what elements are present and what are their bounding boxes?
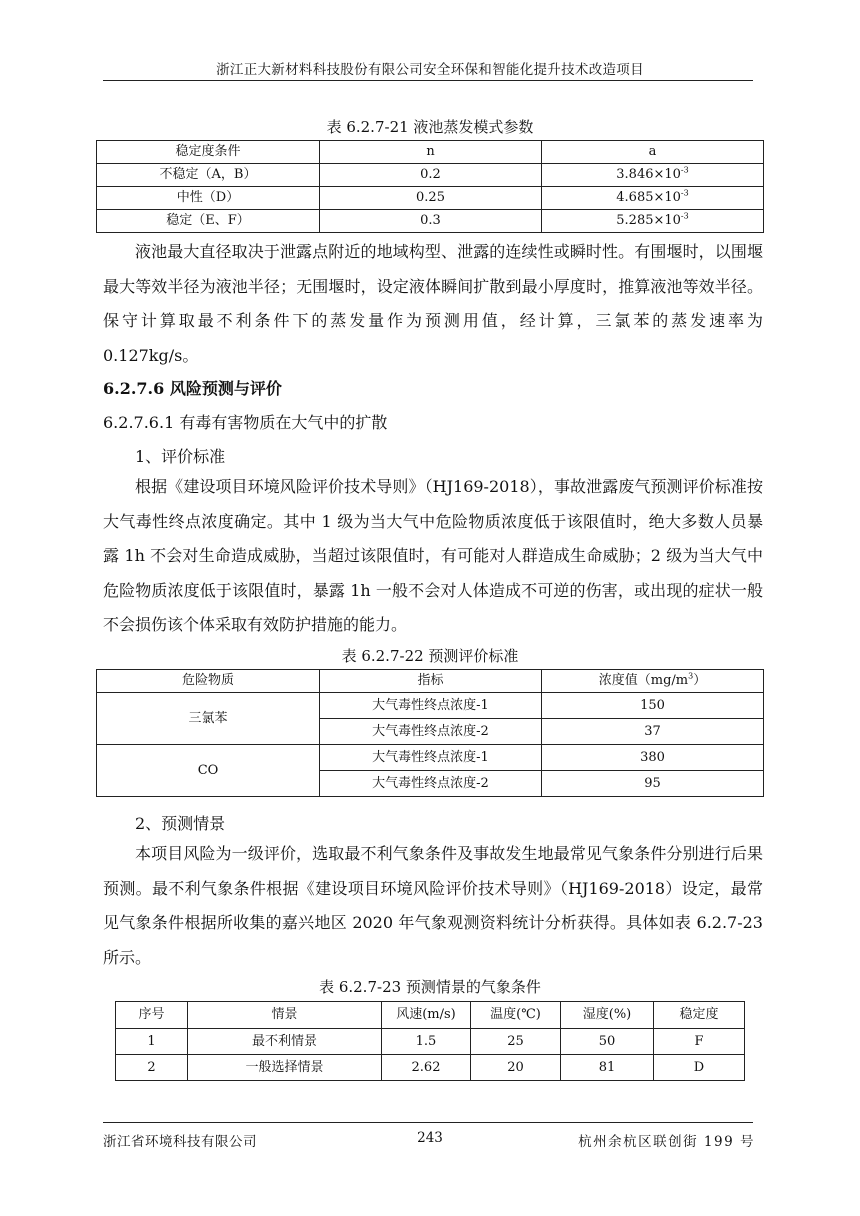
header-cell: n — [320, 141, 542, 164]
paragraph-prediction-scenario: 本项目风险为一级评价，选取最不利气象条件及事故发生地最常见气象条件分别进行后果预测。最不利气象条件根据《建设项目环境风险评价技术导则》（HJ169-2018）设定，最常见气象条件根据所收集的嘉兴地区 2020 年气象观测资料统计分析获得。具体如表 6.2.7-23 所示。 — [103, 844, 763, 967]
header-cell: 温度(℃) — [471, 1002, 561, 1029]
table22-caption: 表 6.2.7-22 预测评价标准 — [341, 647, 519, 665]
evaporation-params-table — [96, 140, 764, 233]
table-header-row — [97, 141, 764, 164]
table-cell — [542, 164, 764, 187]
table-cell: 380 — [542, 745, 764, 771]
table-cell: 25 — [471, 1029, 561, 1055]
weather-conditions-table — [115, 1001, 745, 1081]
conc-header-suffix: ） — [693, 673, 707, 688]
footer-address: 杭州余杭区联创街 199 号 — [578, 1134, 755, 1150]
table-cell: D — [654, 1055, 745, 1081]
table-header-row — [97, 670, 764, 693]
header-cell: 风速(m/s) — [382, 1002, 471, 1029]
conc-header-prefix: 浓度值（mg/m — [598, 673, 689, 688]
table-cell — [542, 210, 764, 233]
table-cell: 50 — [561, 1029, 654, 1055]
table-cell — [542, 187, 764, 210]
item-title-criteria: 1、评价标准 — [135, 447, 226, 466]
coef-base: 3.846×10 — [616, 167, 681, 182]
coef-exponent: -3 — [680, 165, 689, 175]
table-cell: 一般选择情景 — [188, 1055, 382, 1081]
substance-cell: 三氯苯 — [97, 693, 320, 745]
table-cell: 大气毒性终点浓度-1 — [320, 693, 542, 719]
item-title-scenario: 2、预测情景 — [135, 814, 226, 833]
footer-divider — [103, 1122, 753, 1123]
prediction-criteria-table — [96, 669, 764, 797]
header-cell: a — [542, 141, 764, 164]
table-row — [97, 693, 764, 719]
header-cell — [542, 670, 764, 693]
table-cell: 0.2 — [320, 164, 542, 187]
table23-caption: 表 6.2.7-23 预测情景的气象条件 — [319, 978, 541, 996]
table-cell: 最不利情景 — [188, 1029, 382, 1055]
table-cell: 0.25 — [320, 187, 542, 210]
table21-caption: 表 6.2.7-21 液池蒸发模式参数 — [326, 118, 534, 136]
table-cell: 2 — [116, 1055, 188, 1081]
table-cell: 大气毒性终点浓度-2 — [320, 771, 542, 797]
table-cell: F — [654, 1029, 745, 1055]
table-header-row — [116, 1002, 745, 1029]
coef-base: 4.685×10 — [616, 190, 681, 205]
table-cell: 95 — [542, 771, 764, 797]
header-cell: 指标 — [320, 670, 542, 693]
substance-cell: CO — [97, 745, 320, 797]
header-cell: 稳定度条件 — [97, 141, 320, 164]
header-cell: 湿度(%) — [561, 1002, 654, 1029]
coef-base: 5.285×10 — [616, 213, 681, 228]
table-row — [97, 210, 764, 233]
table-cell: 81 — [561, 1055, 654, 1081]
header-cell: 序号 — [116, 1002, 188, 1029]
header-cell: 危险物质 — [97, 670, 320, 693]
header-cell: 稳定度 — [654, 1002, 745, 1029]
coef-exponent: -3 — [680, 188, 689, 198]
header-divider — [103, 80, 753, 81]
table-cell: 20 — [471, 1055, 561, 1081]
page-header-title: 浙江正大新材料科技股份有限公司安全环保和智能化提升技术改造项目 — [216, 62, 644, 78]
table-row — [97, 164, 764, 187]
table-cell: 大气毒性终点浓度-2 — [320, 719, 542, 745]
table-row — [116, 1055, 745, 1081]
table-cell: 150 — [542, 693, 764, 719]
footer-company: 浙江省环境科技有限公司 — [103, 1134, 257, 1150]
table-cell: 大气毒性终点浓度-1 — [320, 745, 542, 771]
paragraph-evaluation-criteria: 根据《建设项目环境风险评价技术导则》（HJ169-2018），事故泄露废气预测评价标准按大气毒性终点浓度确定。其中 1 级为当大气中危险物质浓度低于该限值时，绝大多数人员暴露 1h 不会对生命造成威胁，当超过该限值时，有可能对人群造成生命威胁；2 级为当大气中危险物质浓度低于该限值时，暴露 1h 一般不会对人体造成不可逆的伤害，或出现的症状一般不会损伤该个体采取有效防护措施的能力。 — [103, 477, 763, 634]
table-cell: 37 — [542, 719, 764, 745]
coef-exponent: -3 — [680, 211, 689, 221]
conc-header-sup: 3 — [688, 671, 694, 681]
subsection-title: 6.2.7.6.1 有毒有害物质在大气中的扩散 — [103, 413, 388, 432]
table-cell: 1 — [116, 1029, 188, 1055]
table-row — [97, 187, 764, 210]
page-number: 243 — [417, 1130, 443, 1146]
table-cell: 稳定（E、F） — [97, 210, 320, 233]
table-cell: 0.3 — [320, 210, 542, 233]
table-cell: 1.5 — [382, 1029, 471, 1055]
table-row — [116, 1029, 745, 1055]
section-title: 6.2.7.6 风险预测与评价 — [103, 379, 282, 398]
table-row — [97, 745, 764, 771]
table-cell: 2.62 — [382, 1055, 471, 1081]
paragraph-pool-diameter: 液池最大直径取决于泄露点附近的地域构型、泄露的连续性或瞬时性。有围堰时，以围堰最大等效半径为液池半径；无围堰时，设定液体瞬间扩散到最小厚度时，推算液池等效半径。保守计算取最不利条件下的蒸发量作为预测用值，经计算，三氯苯的蒸发速率为 0.127kg/s。 — [103, 242, 763, 365]
table-cell: 中性（D） — [97, 187, 320, 210]
header-cell: 情景 — [188, 1002, 382, 1029]
table-cell: 不稳定（A，B） — [97, 164, 320, 187]
